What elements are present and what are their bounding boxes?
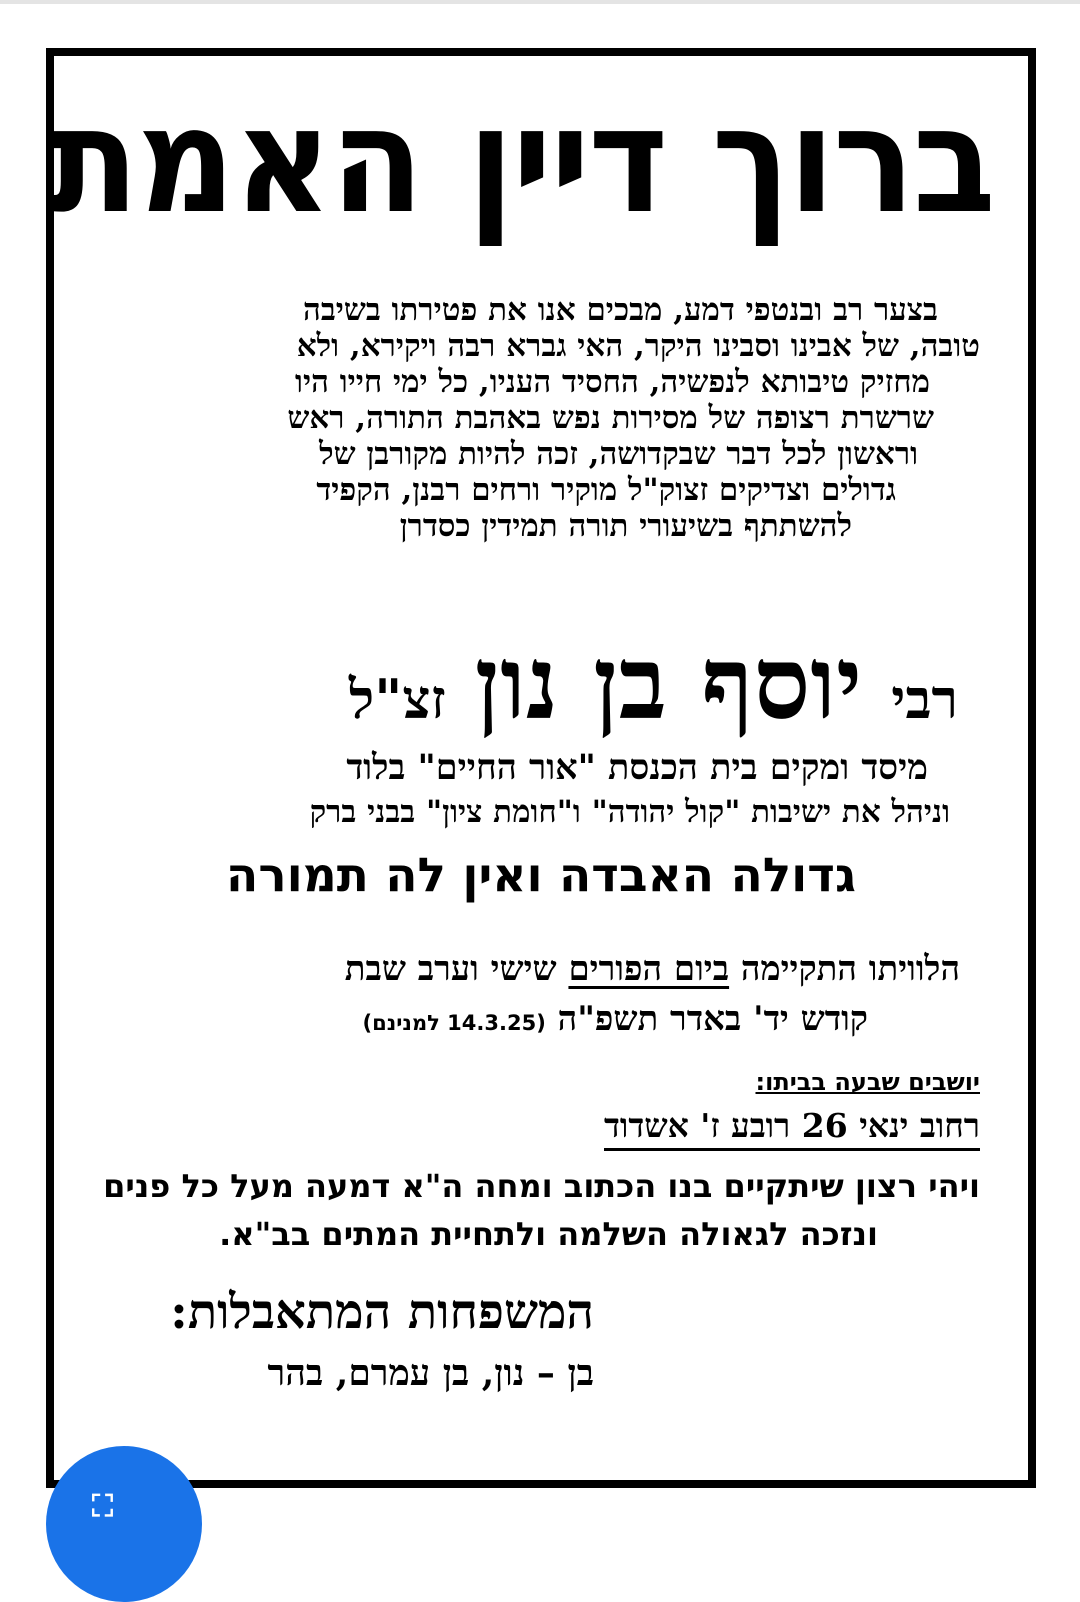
founder-line: וניהל את ישיבות "קול יהודה" ו"חומת ציון" בבני ברק: [309, 794, 950, 830]
expand-button[interactable]: [46, 1446, 202, 1602]
paragraph-line: וראשון לכל דבר שבקדושה, זכה להיות מקורבן של: [319, 436, 918, 472]
notice-paragraph: [295, 364, 930, 400]
death-notice-frame: [46, 48, 1036, 1488]
notice-paragraph: [303, 292, 938, 328]
paragraph-line: להשתתף בשיעורי תורה תמידין כסדרן: [399, 508, 852, 544]
paragraph-line: בצער רב ובנטפי דמע, מבכים אנו את פטירתו בשיבה: [303, 292, 938, 328]
hebrew-date: קודש יד' באדר תשפ"ה: [557, 999, 868, 1039]
name-prefix: רבי: [891, 667, 958, 731]
funeral-date-underlined: ביום הפורים: [568, 949, 730, 989]
deceased-name-line: [349, 624, 958, 742]
great-loss-line: גדולה האבדה ואין לה תמורה: [226, 848, 856, 903]
notice-paragraph: [400, 508, 852, 544]
mourning-families-names: בן – נון, בן עמרם, בהר: [267, 1352, 594, 1394]
funeral-line: [345, 946, 960, 992]
paragraph-line: גדולים וצדיקים זצוק"ל מוקיר ורחים רבנן, הקפיד: [316, 472, 896, 508]
notice-paragraph: [316, 472, 896, 508]
funeral-line-start: הלוויתו התקיימה: [740, 949, 960, 989]
viewer-top-divider: [0, 0, 1080, 4]
notice-paragraph: [287, 400, 934, 436]
prayer-line: ויהי רצון שיתקיים בנו הכתוב ומחה ה"א דמעה מעל כל פנים: [103, 1167, 980, 1205]
expand-icon: ⛶: [92, 1489, 113, 1524]
founder-line: מיסד ומקים בית הכנסת "אור החיים" בלוד: [346, 747, 928, 788]
deceased-name: יוסף בן נון: [474, 624, 863, 742]
notice-headline: ברוך דיין האמת: [46, 76, 994, 246]
paragraph-line: מחזיק טיבותא לנפשיה, החסיד העניו, כל ימי חייו היו: [295, 364, 930, 400]
notice-paragraph: [297, 328, 980, 364]
gregorian-date: (14.3.25 למנינם): [362, 1011, 546, 1035]
shiva-label: יושבים שבעה בביתו:: [755, 1068, 980, 1096]
funeral-line-end: שישי וערב שבת: [344, 949, 557, 989]
paragraph-line: טובה, של אבינו וסבינו היקר, האי גברא רבה ויקירא, ולא: [296, 328, 980, 364]
shiva-address: רחוב ינאי 26 רובע ז' אשדוד: [604, 1106, 980, 1151]
name-suffix: זצ"ל: [348, 667, 446, 731]
mourning-families-label: המשפחות המתאבלות:: [170, 1284, 594, 1340]
prayer-line: ונזכה לגאולה השלמה ולתחיית המתים בב"א.: [219, 1215, 878, 1253]
paragraph-line: שרשרת רצופה של מסירות נפש באהבת התורה, ראש: [287, 400, 934, 436]
funeral-date-line: [363, 996, 868, 1046]
notice-paragraph: [319, 436, 918, 472]
